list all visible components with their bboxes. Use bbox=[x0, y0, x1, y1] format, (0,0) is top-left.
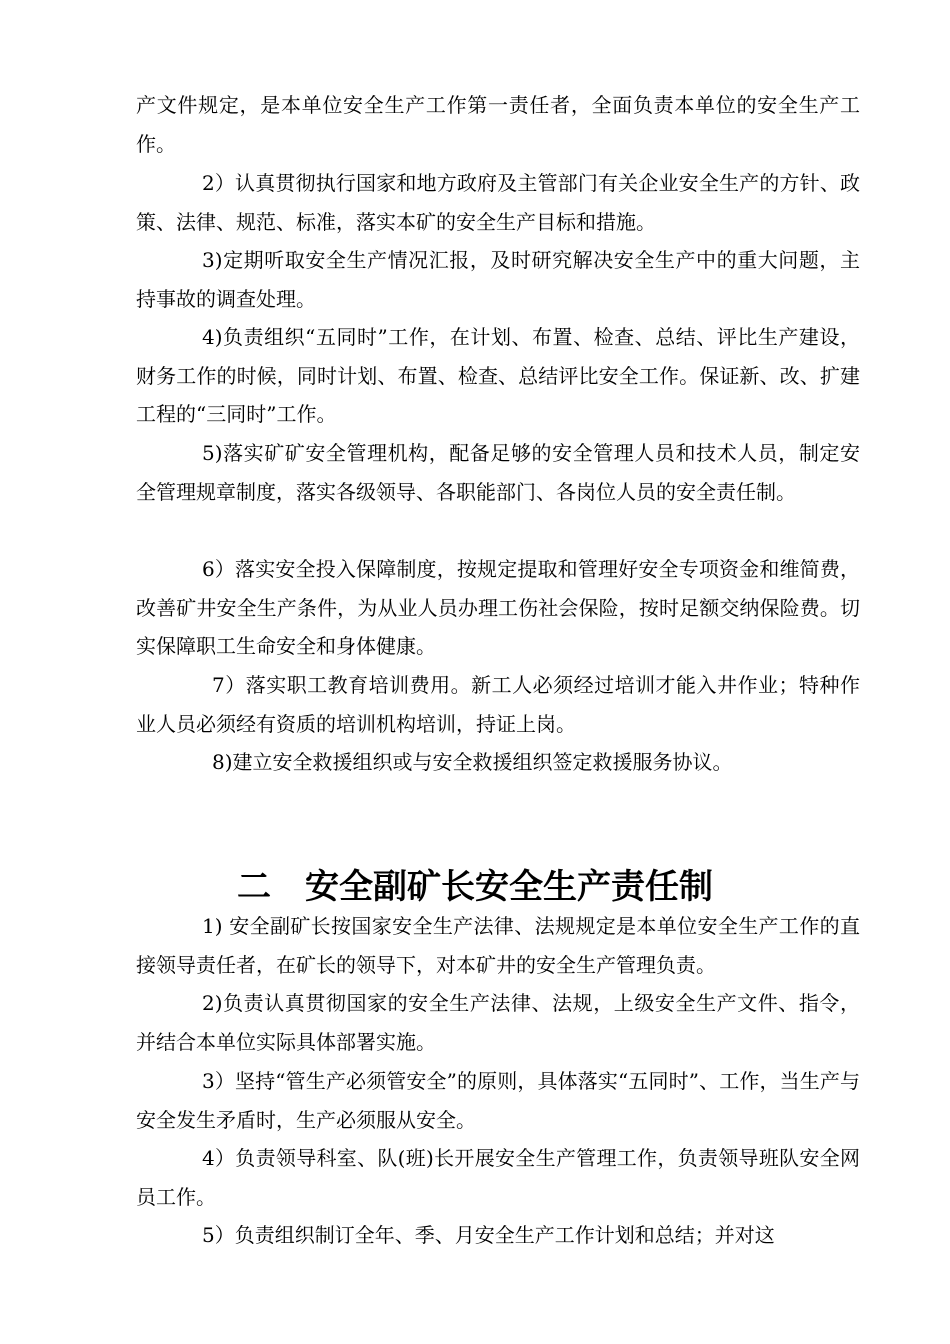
paragraph-item-2: 2）认真贯彻执行国家和地方政府及主管部门有关企业安全生产的方针、政策、法律、规范、标准，落实本矿的安全生产目标和措施。 bbox=[136, 171, 860, 234]
paragraph-item-6: 6）落实安全投入保障制度，按规定提取和管理好安全专项资金和维简费，改善矿井安全生产条件，为从业人员办理工伤社会保险，按时足额交纳保险费。切实保障职工生命安全和身体健康。 bbox=[136, 557, 860, 658]
paragraph-continuation: 产文件规定，是本单位安全生产工作第一责任者，全面负责本单位的安全生产工作。 bbox=[136, 93, 860, 156]
paragraph-item-5: 5)落实矿矿安全管理机构，配备足够的安全管理人员和技术人员，制定安全管理规章制度，落实各级领导、各职能部门、各岗位人员的安全责任制。 bbox=[136, 441, 860, 504]
paragraph-section2-item-1: 1) 安全副矿长按国家安全生产法律、法规规定是本单位安全生产工作的直接领导责任者，在矿长的领导下，对本矿井的安全生产管理负责。 bbox=[136, 914, 860, 977]
paragraph-item-3: 3)定期听取安全生产情况汇报，及时研究解决安全生产中的重大问题，主持事故的调查处理。 bbox=[136, 248, 860, 311]
paragraph-item-8: 8)建立安全救援组织或与安全救援组织签定救援服务协议。 bbox=[212, 750, 733, 774]
paragraph-section2-item-4: 4）负责领导科室、队(班)长开展安全生产管理工作，负责领导班队安全网员工作。 bbox=[136, 1146, 860, 1209]
paragraph-section2-item-5: 5）负责组织制订全年、季、月安全生产工作计划和总结；并对这 bbox=[202, 1223, 775, 1247]
paragraph-section2-item-2: 2)负责认真贯彻国家的安全生产法律、法规，上级安全生产文件、指令，并结合本单位实际具体部署实施。 bbox=[136, 991, 860, 1054]
paragraph-item-4: 4)负责组织“五同时”工作，在计划、布置、检查、总结、评比生产建设，财务工作的时候，同时计划、布置、检查、总结评比安全工作。保证新、改、扩建工程的“三同时”工作。 bbox=[136, 325, 860, 426]
section-title: 二 安全副矿长安全生产责任制 bbox=[237, 867, 713, 907]
paragraph-item-7: 7）落实职工教育培训费用。新工人必须经过培训才能入井作业；特种作业人员必须经有资质的培训机构培训，持证上岗。 bbox=[136, 673, 860, 736]
paragraph-section2-item-3: 3）坚持“管生产必须管安全”的原则，具体落实“五同时”、工作，当生产与安全发生矛盾时，生产必须服从安全。 bbox=[136, 1069, 860, 1132]
